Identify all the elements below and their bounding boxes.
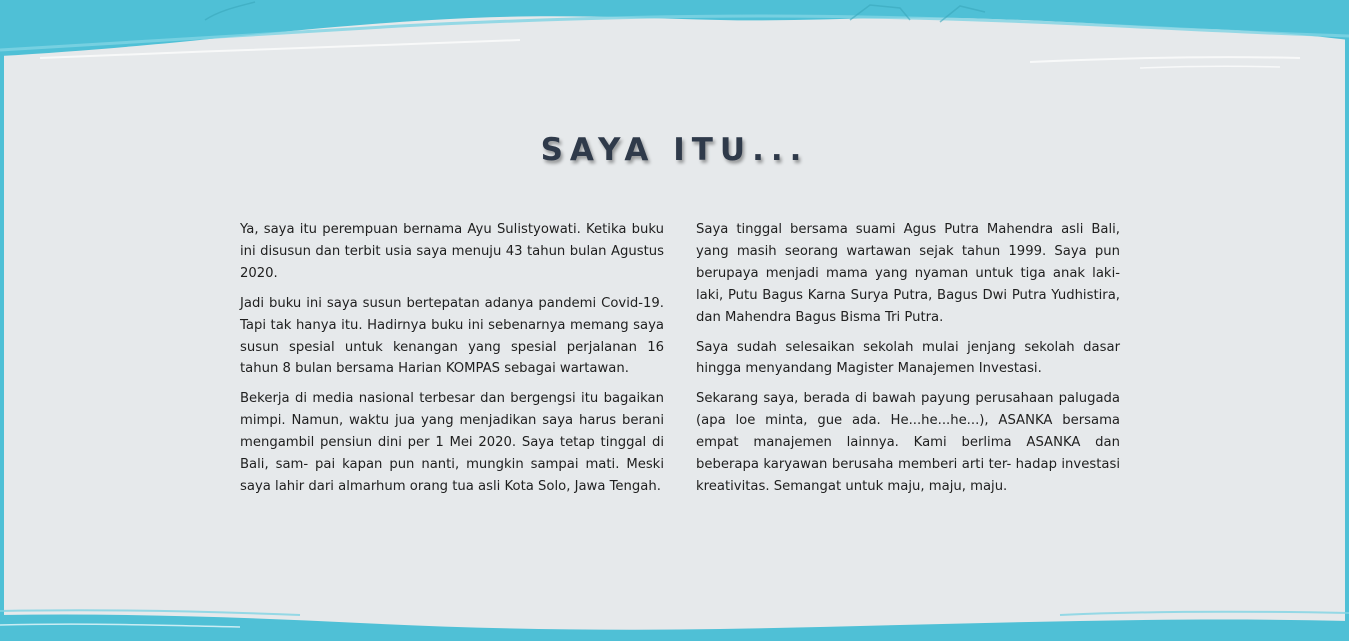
- section-title: SAYA ITU...: [540, 132, 809, 168]
- paragraph: Saya sudah selesaikan sekolah mulai jenjang sekolah dasar hingga menyandang Magister Manajemen Investasi.: [696, 339, 1120, 377]
- paragraph: Ya, saya itu perempuan bernama Ayu Sulistyowati. Ketika buku ini disusun dan terbit usia saya menuju 43 tahun bulan Agustus 2020.: [240, 222, 664, 281]
- paper-background: [4, 0, 1345, 641]
- right-text-column: [696, 219, 1120, 506]
- paragraph: Sekarang saya, berada di bawah payung perusahaan palugada (apa loe minta, gue ada. He...he...he...), ASANKA bersama empat manajemen lainnya. Kami berlima ASANKA dan beberapa karyawan berusaha memberi arti ter- hadap investasi kreativitas. Semangat untuk maju, maju, maju.: [696, 391, 1120, 494]
- paragraph: Jadi buku ini saya susun bertepatan adanya pandemi Covid-19. Tapi tak hanya itu. Hadirnya buku ini sebenarnya memang saya susun spesial untuk kenangan yang spesial perjalanan 16 tahun 8 bulan bersama Harian KOMPAS sebagai wartawan.: [240, 295, 664, 377]
- bottom-wave-decoration: [0, 601, 1349, 641]
- left-text-column: [240, 219, 664, 506]
- paragraph: Bekerja di media nasional terbesar dan bergengsi itu bagaikan mimpi. Namun, waktu jua yang menjadikan saya harus berani mengambil pensiun dini per 1 Mei 2020. Saya tetap tinggal di Bali, sam- pai kapan pun nanti, mungkin sampai mati. Meski saya lahir dari almarhum orang tua asli Kota Solo, Jawa Tengah.: [240, 391, 664, 494]
- paragraph: Saya tinggal bersama suami Agus Putra Mahendra asli Bali, yang masih seorang wartawan sejak tahun 1999. Saya pun berupaya menjadi mama yang nyaman untuk tiga anak laki-laki, Putu Bagus Karna Surya Putra, Bagus Dwi Putra Yudhistira, dan Mahendra Bagus Bisma Tri Putra.: [696, 222, 1120, 325]
- top-wave-decoration: [0, 0, 1349, 80]
